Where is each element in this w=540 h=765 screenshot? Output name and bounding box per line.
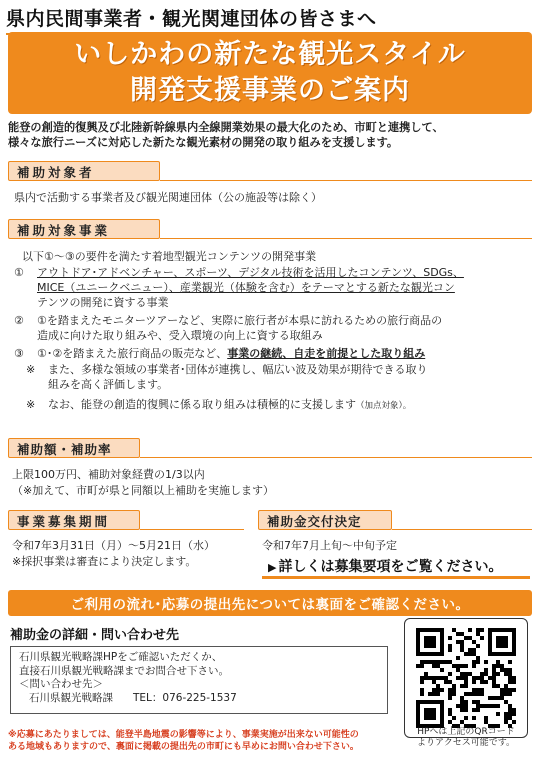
title-line-2: 開発支援事業のご案内 xyxy=(130,75,410,106)
amount-line-1: 上限100万円、補助対象経費の1/3以内 xyxy=(12,468,205,481)
qr-caption xyxy=(404,727,528,749)
item-2-number: ② xyxy=(14,314,24,327)
project-lead: 以下①～③の要件を満たす着地型観光コンテンツの開発事業 xyxy=(22,250,317,263)
note-1-line-2: 組みを高く評価します。 xyxy=(48,378,169,391)
section-divider xyxy=(140,529,244,530)
section-divider xyxy=(392,529,532,530)
intro-text xyxy=(8,120,532,150)
flow-banner: ご利用の流れ･応募の提出先については裏面をご確認ください。 xyxy=(8,590,532,616)
footer-line-2: ある地域もありますので、裏面に掲載の提出先の市町にも早めにお問い合わせ下さい。 xyxy=(8,742,359,752)
item-3-emphasis: 事業の継続、自走を前提とした取り組み xyxy=(227,347,426,360)
item-1-line-1: アウトドア･アドベンチャー、スポーツ、デジタル技術を活用したコンテンツ、SDGs、 xyxy=(37,266,464,279)
item-1-line-2-text: MICE（ユニークベニュー）、産業観光（体験を含む）をテーマとする新たな観光コン xyxy=(37,281,455,294)
section-divider xyxy=(160,180,532,181)
contact-row xyxy=(19,692,379,706)
note-2-text: なお、能登の創造的復興に係る取り組みは積極的に支援します xyxy=(48,398,356,411)
period-line-1: 令和7年3月31日（月）～5月21日（水） xyxy=(12,539,215,552)
contact-tel: TEL：076-225-1537 xyxy=(133,691,237,704)
see-guidelines-callout xyxy=(262,552,530,579)
item-2-line-1: ①を踏まえたモニターツアーなど、実際に旅行者が本県に訪れるための旅行商品の xyxy=(37,314,443,327)
contact-line-3: ＜問い合わせ先＞ xyxy=(19,678,103,690)
intro-line-1: 能登の創造的復興及び北陸新幹線県内全線開業効果の最大化のため、市町と連携して、 xyxy=(8,121,444,134)
section-divider xyxy=(140,457,532,458)
section-project-heading: 補助対象事業 xyxy=(8,219,160,239)
note-2-line xyxy=(48,397,411,414)
contact-line-1: 石川県観光戦略課HPをご確認いただくか、 xyxy=(19,651,223,663)
footer-line-1: ※応募にあたりましては、能登半島地震の影響等により、事業実施が出来ない可能性の xyxy=(8,730,359,740)
contact-box xyxy=(10,646,388,714)
title-line-1: いしかわの新たな観光スタイル xyxy=(74,39,466,70)
audience-header: 県内民間事業者・観光関連団体の皆さまへ xyxy=(6,4,426,35)
contact-heading: 補助金の詳細・問い合わせ先 xyxy=(10,628,180,643)
note-2-mark: ※ xyxy=(26,398,36,411)
contact-line-2: 直接石川県観光戦略課までお問合せ下さい。 xyxy=(19,664,229,677)
section-period-heading: 事業募集期間 xyxy=(8,510,140,530)
item-1-number: ① xyxy=(14,266,24,279)
item-2-line-2: 造成に向けた取り組みや、受入環境の向上に資する取組み xyxy=(37,329,323,342)
section-target-heading: 補助対象者 xyxy=(8,161,160,181)
qr-caption-line-1: HPへは上記のQRコード xyxy=(417,727,515,737)
note-1-line-1: また、多様な領域の事業者･団体が連携し、幅広い波及効果が期待できる取り xyxy=(48,363,428,376)
qr-code-icon[interactable] xyxy=(416,628,516,728)
contact-org: 石川県観光戦略課 xyxy=(29,691,113,704)
section-divider xyxy=(160,238,532,239)
title-banner xyxy=(8,32,532,114)
note-2-small: （加点対象）。 xyxy=(356,401,412,411)
triangle-right-icon: ▶ xyxy=(268,561,277,574)
period-line-2: ※採択事業は審査により決定します。 xyxy=(12,555,197,568)
item-3-line xyxy=(37,346,425,361)
qr-code-frame xyxy=(404,618,528,738)
see-guidelines-text: 詳しくは募集要項をご覧ください。 xyxy=(278,559,503,575)
item-3-number: ③ xyxy=(14,347,24,360)
qr-caption-line-2: よりアクセス可能です。 xyxy=(416,738,515,748)
item-1-line-3: テンツの開発に資する事業 xyxy=(37,296,169,309)
item-3-text: ①･②を踏まえた旅行商品の販売など、 xyxy=(37,347,228,360)
item-1-line-2 xyxy=(37,280,455,295)
amount-line-2: （※加えて、市町が県と同額以上補助を実施します） xyxy=(12,484,274,497)
note-1-mark: ※ xyxy=(26,363,36,376)
section-grant-heading: 補助金交付決定 xyxy=(258,510,392,530)
intro-line-2: 様々な旅行ニーズに対応した新たな観光素材の開発の取り組みを支援します。 xyxy=(8,136,399,149)
grant-line-1: 令和7年7月上旬～中旬予定 xyxy=(262,539,397,552)
footer-note xyxy=(8,729,400,753)
section-amount-heading: 補助額・補助率 xyxy=(8,438,140,458)
target-text: 県内で活動する事業者及び観光関連団体（公の施設等は除く） xyxy=(14,191,322,204)
